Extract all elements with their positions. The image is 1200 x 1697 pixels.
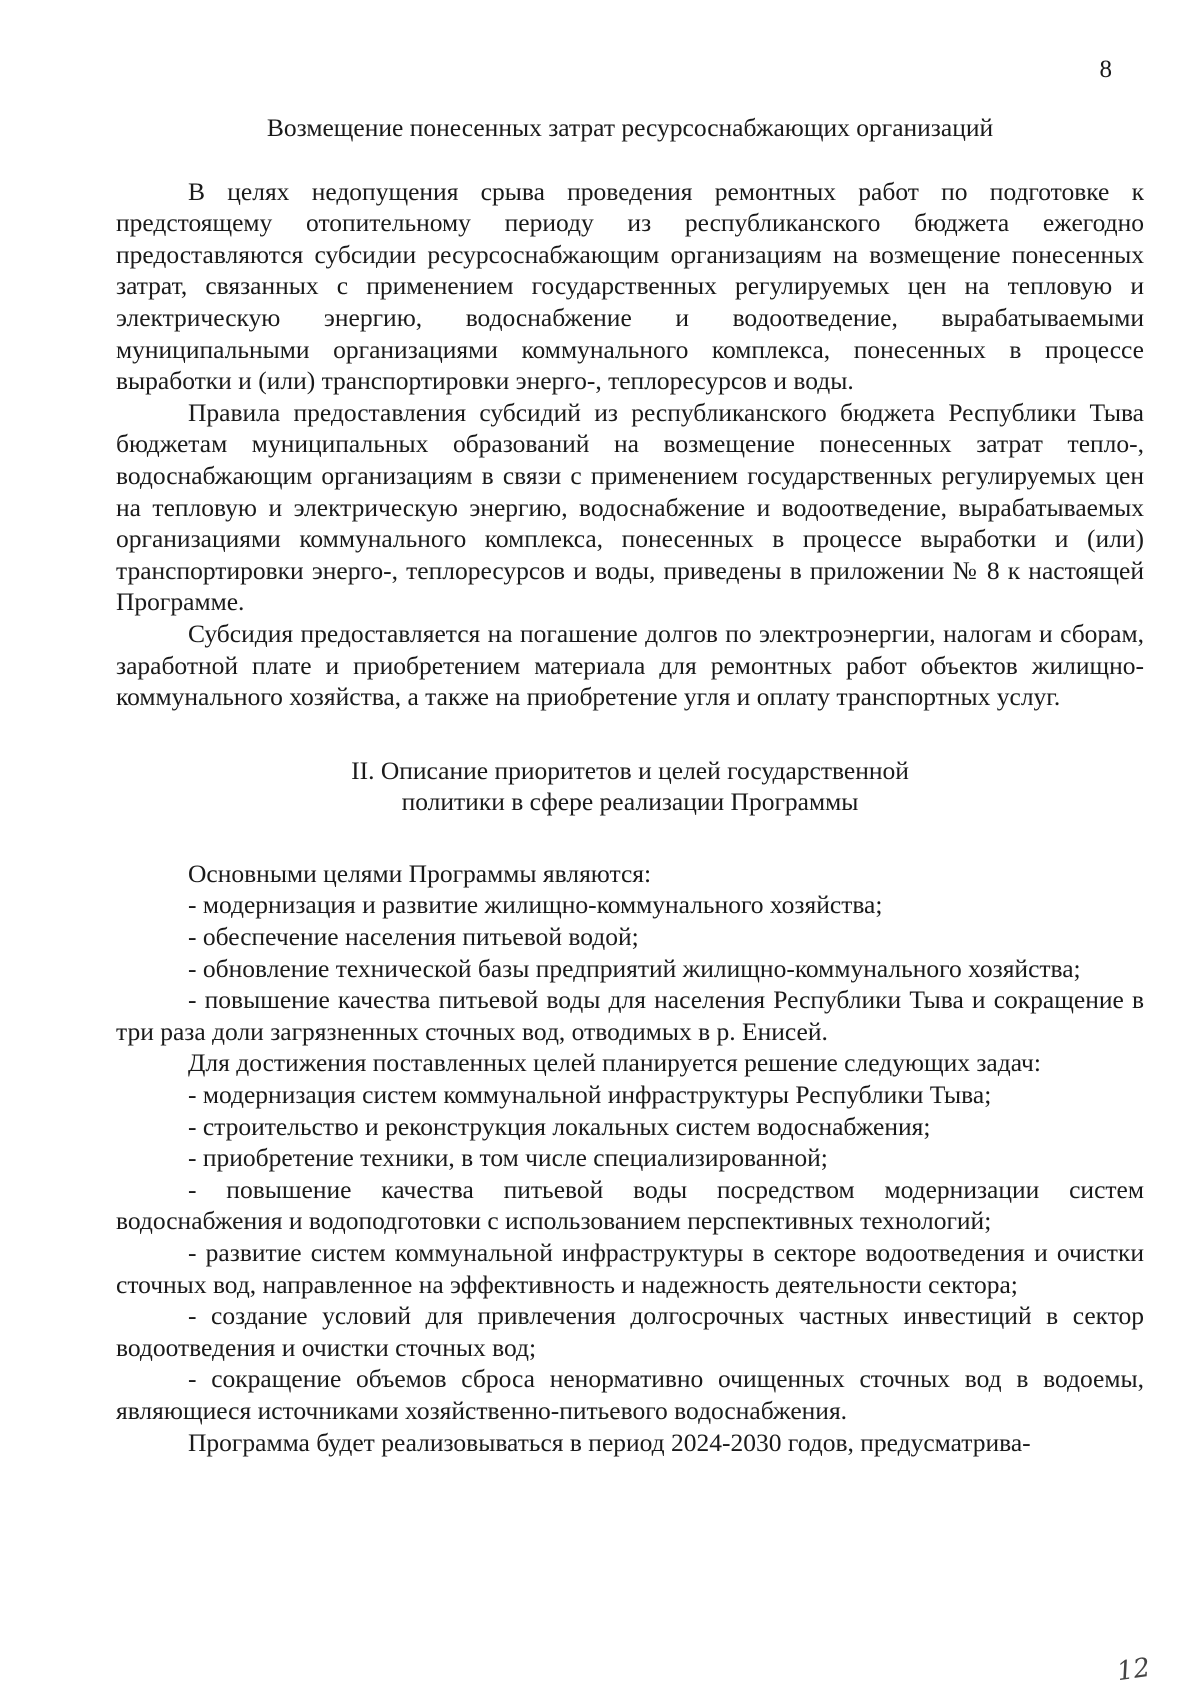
document-body	[116, 112, 1144, 1458]
task-item: - развитие систем коммунальной инфраструктуры в секторе водоотведения и очистки сточных вод, направленное на эффективность и надежность деятельности сектора;	[116, 1238, 1144, 1299]
paragraph-tasks-intro: Для достижения поставленных целей планируется решение следующих задач:	[188, 1048, 1041, 1078]
task-item: - создание условий для привлечения долгосрочных частных инвестиций в сектор водоотведения и очистки сточных вод;	[116, 1301, 1144, 1362]
section-heading-line-2: политики в сфере реализации Программы	[401, 787, 859, 817]
section-heading-compensation: Возмещение понесенных затрат ресурсоснабжающих организаций	[266, 113, 994, 142]
task-item: - сокращение объемов сброса ненормативно очищенных сточных вод в водоемы, являющиеся источниками хозяйственно-питьевого водоснабжения.	[116, 1364, 1144, 1425]
task-item: - приобретение техники, в том числе специализированной;	[188, 1143, 828, 1173]
section-2-text	[116, 858, 1144, 1458]
goal-item: - обновление технической базы предприятий жилищно-коммунального хозяйства;	[188, 953, 1081, 983]
paragraph: Субсидия предоставляется на погашение долгов по электроэнергии, налогам и сборам, заработной плате и приобретением материала для ремонтных работ объектов жилищно-коммунального хозяйства, а также на приобретение угля и оплату транспортных услуг.	[116, 618, 1144, 712]
paragraph: В целях недопущения срыва проведения ремонтных работ по подготовке к предстоящему отопительному периоду из республиканского бюджета ежегодно предоставляются субсидии ресурсоснабжающим организациям на возмещение понесенных затрат, связанных с применением государственных регулируемых цен на тепловую и электрическую энергию, водоснабжение и водоотведение, вырабатываемыми муниципальными организациями коммунального комплекса, понесенных в процессе выработки и (или) транспортировки энерго-, теплоресурсов и воды.	[116, 176, 1144, 396]
section-1-text	[116, 176, 1144, 713]
paragraph: Правила предоставления субсидий из республиканского бюджета Республики Тыва бюджетам муниципальных образований на возмещение понесенных затрат тепло-, водоснабжающим организациям в связи с применением государственных регулируемых цен на тепловую и электрическую энергию, водоснабжение и водоотведение, вырабатываемых организациями коммунального комплекса, понесенных в процессе выработки и (или) транспортировки энерго-, теплоресурсов и воды, приведены в приложении № 8 к настоящей Программе.	[116, 397, 1144, 617]
paragraph-program-period: Программа будет реализовываться в период 2024-2030 годов, предусматрива-	[188, 1427, 1031, 1457]
section-heading-priorities	[116, 755, 1144, 818]
task-item: - строительство и реконструкция локальных систем водоснабжения;	[188, 1111, 931, 1141]
goal-item: - модернизация и развитие жилищно-коммунального хозяйства;	[188, 890, 883, 920]
goal-item: - обеспечение населения питьевой водой;	[188, 922, 639, 952]
task-item: - повышение качества питьевой воды посредством модернизации систем водоснабжения и водоподготовки с использованием перспективных технологий;	[116, 1174, 1144, 1236]
handwritten-sheet-number: 12	[1114, 1652, 1152, 1688]
page-number: 8	[1099, 56, 1112, 83]
paragraph-goals-intro: Основными целями Программы являются:	[188, 858, 652, 888]
section-heading-line-1: II. Описание приоритетов и целей государственной	[351, 755, 909, 785]
goal-item: - повышение качества питьевой воды для населения Республики Тыва и сокращение в три раза доли загрязненных сточных вод, отводимых в р. Енисей.	[116, 985, 1144, 1046]
task-item: - модернизация систем коммунальной инфраструктуры Республики Тыва;	[188, 1080, 992, 1110]
